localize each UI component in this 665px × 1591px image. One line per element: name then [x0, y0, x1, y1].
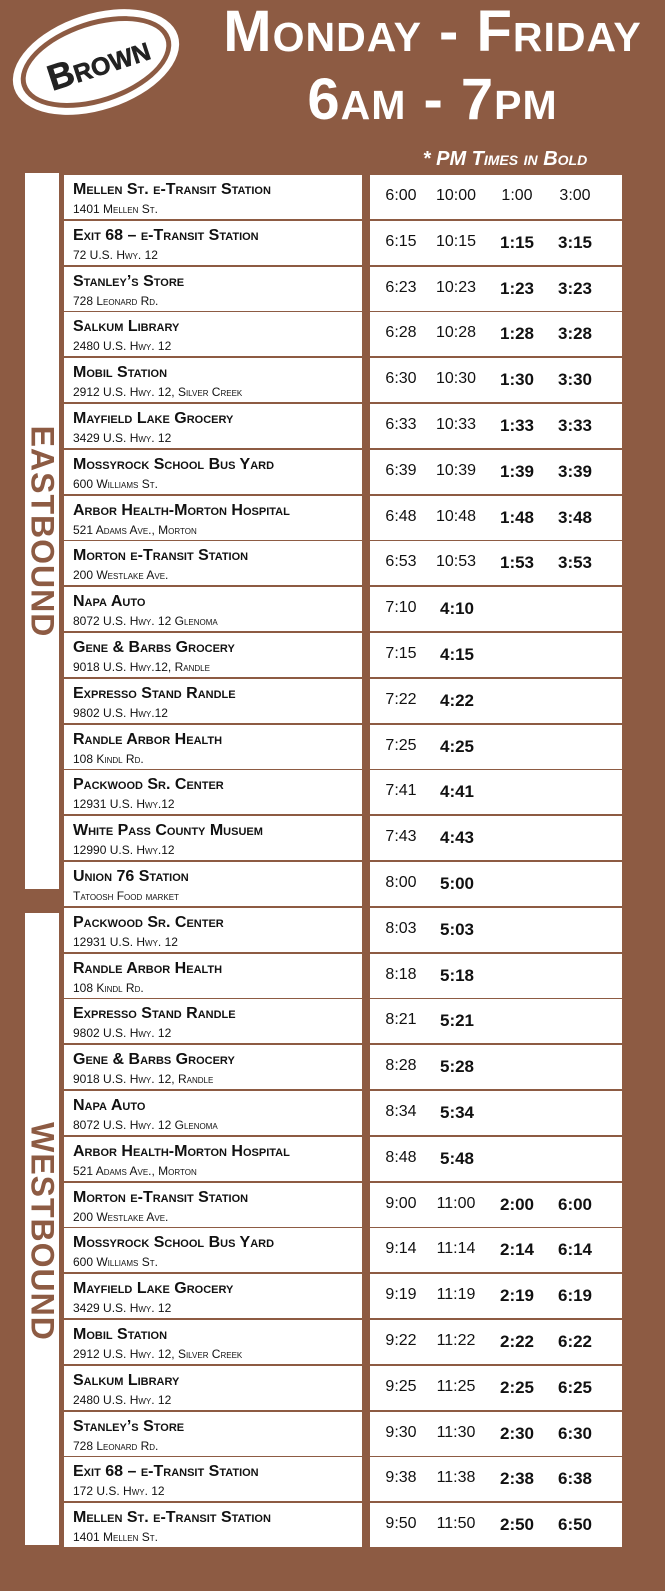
pm-time: 4:22	[439, 691, 475, 710]
stop-row	[64, 221, 362, 265]
pm-time: 4:10	[439, 599, 475, 618]
stop-row	[64, 1274, 362, 1318]
stop-row	[64, 587, 362, 631]
stop-row	[64, 908, 362, 952]
stop-address: 8072 U.S. Hwy. 12 Glenoma	[73, 614, 218, 628]
stop-address: 521 Adams Ave., Morton	[73, 1164, 197, 1178]
pm-time: 2:14	[499, 1240, 535, 1259]
departure-time: 10:48	[435, 508, 477, 525]
departure-time: 9:14	[385, 1240, 417, 1257]
pm-time: 6:22	[557, 1332, 593, 1351]
stop-row	[64, 404, 362, 448]
stop-name: Napa Auto	[73, 593, 146, 610]
departure-time: 10:23	[435, 279, 477, 296]
departure-time: 10:53	[435, 553, 477, 570]
pm-time: 4:15	[439, 645, 475, 664]
stop-address: 200 Westlake Ave.	[73, 1210, 169, 1224]
eastbound-bar	[25, 173, 59, 889]
pm-time: 2:25	[499, 1378, 535, 1397]
departure-time: 9:00	[385, 1195, 417, 1212]
pm-time: 1:23	[499, 279, 535, 298]
times-row	[370, 679, 622, 723]
departure-time: 11:30	[436, 1424, 476, 1441]
stop-name: Packwood Sr. Center	[73, 914, 224, 931]
departure-time: 10:15	[435, 233, 477, 250]
stop-row	[64, 770, 362, 814]
pm-time: 2:38	[499, 1469, 535, 1488]
departure-time: 6:48	[385, 508, 417, 525]
departure-time: 6:33	[385, 416, 417, 433]
stop-address: 728 Leonard Rd.	[73, 294, 159, 308]
departure-time: 8:00	[385, 874, 417, 891]
stop-address: 200 Westlake Ave.	[73, 568, 169, 582]
pm-time: 5:48	[439, 1149, 475, 1168]
departure-time: 6:28	[385, 324, 417, 341]
stop-row	[64, 999, 362, 1043]
departure-time: 10:33	[435, 416, 477, 433]
stop-name: Randle Arbor Health	[73, 731, 223, 748]
stop-address: 12931 U.S. Hwy. 12	[73, 935, 178, 949]
departure-time: 7:41	[385, 782, 417, 799]
stop-row	[64, 267, 362, 311]
times-row	[370, 1412, 622, 1456]
stop-address: 2912 U.S. Hwy. 12, Silver Creek	[73, 385, 243, 399]
times-row	[370, 1045, 622, 1089]
pm-time: 3:53	[557, 553, 593, 572]
stop-row	[64, 496, 362, 540]
departure-time: 11:38	[436, 1469, 476, 1486]
departure-time: 11:19	[436, 1286, 476, 1303]
pm-time: 6:14	[557, 1240, 593, 1259]
stop-name: Arbor Health-Morton Hospital	[73, 1143, 290, 1160]
pm-time: 6:38	[557, 1469, 593, 1488]
title-days: Monday - Friday	[223, 0, 642, 64]
pm-time: 6:25	[557, 1378, 593, 1397]
westbound-bar	[25, 913, 59, 1545]
pm-time: 3:15	[557, 233, 593, 252]
pm-time: 2:00	[499, 1195, 535, 1214]
stop-address: 8072 U.S. Hwy. 12 Glenoma	[73, 1118, 218, 1132]
pm-time: 3:39	[557, 462, 593, 481]
pm-time: 5:28	[439, 1057, 475, 1076]
stop-name: Mossyrock School Bus Yard	[73, 456, 275, 473]
departure-time: 10:39	[435, 462, 477, 479]
stop-name: Union 76 Station	[73, 868, 189, 885]
stop-address: 108 Kindl Rd.	[73, 981, 144, 995]
stop-address: 521 Adams Ave., Morton	[73, 523, 197, 537]
stop-row	[64, 312, 362, 356]
stop-row	[64, 1228, 362, 1272]
times-row	[370, 1457, 622, 1501]
departure-time: 6:39	[385, 462, 417, 479]
stop-row	[64, 175, 362, 219]
pm-time: 1:33	[499, 416, 535, 435]
stop-address: 72 U.S. Hwy. 12	[73, 248, 158, 262]
stop-address: 2912 U.S. Hwy. 12, Silver Creek	[73, 1347, 243, 1361]
stop-address: 2480 U.S. Hwy. 12	[73, 1393, 172, 1407]
pm-time: 3:23	[557, 279, 593, 298]
stop-address: 728 Leonard Rd.	[73, 1439, 159, 1453]
pm-time: 6:19	[557, 1286, 593, 1305]
departure-time: 9:22	[385, 1332, 417, 1349]
title-hours: 6am - 7pm	[307, 67, 558, 132]
westbound-label: WESTBOUND	[24, 1122, 61, 1341]
stop-row	[64, 633, 362, 677]
logo-text: Brown	[42, 27, 155, 99]
departure-time: 6:15	[385, 233, 417, 250]
times-row	[370, 1137, 622, 1181]
times-row	[370, 496, 622, 540]
stop-name: Mellen St. e-Transit Station	[73, 1509, 271, 1526]
stop-row	[64, 1045, 362, 1089]
departure-time: 9:25	[385, 1378, 417, 1395]
stop-name: Napa Auto	[73, 1097, 146, 1114]
pm-time: 1:30	[499, 370, 535, 389]
times-row	[370, 1503, 622, 1547]
departure-time: 11:22	[436, 1332, 476, 1349]
departure-time: 8:34	[385, 1103, 417, 1120]
times-row	[370, 1366, 622, 1410]
pm-time: 4:41	[439, 782, 475, 801]
departure-time: 8:21	[385, 1011, 417, 1028]
stop-row	[64, 862, 362, 906]
stop-address: 600 Williams St.	[73, 477, 158, 491]
stop-address: 9018 U.S. Hwy. 12, Randle	[73, 1072, 214, 1086]
pm-time: 4:25	[439, 737, 475, 756]
times-row	[370, 954, 622, 998]
stop-name: Mayfield Lake Grocery	[73, 1280, 234, 1297]
pm-time: 3:30	[557, 370, 593, 389]
stop-name: Stanley’s Store	[73, 273, 185, 290]
departure-time: 11:50	[436, 1515, 476, 1532]
pm-time: 4:43	[439, 828, 475, 847]
departure-time: 7:43	[385, 828, 417, 845]
brown-route-logo	[4, 6, 188, 116]
stop-row	[64, 1091, 362, 1135]
stop-row	[64, 1457, 362, 1501]
times-row	[370, 587, 622, 631]
departure-time: 11:25	[436, 1378, 476, 1395]
times-row	[370, 1274, 622, 1318]
pm-time: 1:53	[499, 553, 535, 572]
pm-time: 2:19	[499, 1286, 535, 1305]
times-row	[370, 1228, 622, 1272]
stop-address: 2480 U.S. Hwy. 12	[73, 339, 172, 353]
stop-row	[64, 816, 362, 860]
stop-address: 108 Kindl Rd.	[73, 752, 144, 766]
stop-address: 1401 Mellen St.	[73, 202, 158, 216]
stop-address: 172 U.S. Hwy. 12	[73, 1484, 165, 1498]
stop-row	[64, 1137, 362, 1181]
pm-time: 1:28	[499, 324, 535, 343]
stop-name: Randle Arbor Health	[73, 960, 223, 977]
stop-name: Stanley’s Store	[73, 1418, 185, 1435]
departure-time: 8:03	[385, 920, 417, 937]
times-row	[370, 312, 622, 356]
times-row	[370, 816, 622, 860]
departure-time: 7:25	[385, 737, 417, 754]
stop-row	[64, 450, 362, 494]
stop-name: Mossyrock School Bus Yard	[73, 1234, 275, 1251]
times-row	[370, 1091, 622, 1135]
stop-row	[64, 1412, 362, 1456]
stop-address: 9018 U.S. Hwy.12, Randle	[73, 660, 210, 674]
stop-address: 3429 U.S. Hwy. 12	[73, 1301, 172, 1315]
pm-times-note: * PM Times in Bold	[422, 148, 588, 170]
stop-row	[64, 1183, 362, 1227]
stop-row	[64, 1366, 362, 1410]
pm-time: 6:50	[557, 1515, 593, 1534]
departure-time: 10:28	[435, 324, 477, 341]
stop-name: Mayfield Lake Grocery	[73, 410, 234, 427]
times-row	[370, 770, 622, 814]
pm-time: 5:03	[439, 920, 475, 939]
stop-row	[64, 1320, 362, 1364]
departure-time: 10:00	[435, 187, 477, 204]
departure-time: 3:00	[559, 187, 591, 204]
stop-address: 1401 Mellen St.	[73, 1530, 158, 1544]
departure-time: 7:10	[385, 599, 417, 616]
pm-time: 5:00	[439, 874, 475, 893]
times-row	[370, 404, 622, 448]
pm-time: 5:34	[439, 1103, 475, 1122]
departure-time: 7:22	[385, 691, 417, 708]
stop-address: 9802 U.S. Hwy. 12	[73, 1026, 172, 1040]
pm-time: 3:33	[557, 416, 593, 435]
times-row	[370, 633, 622, 677]
pm-time: 6:00	[557, 1195, 593, 1214]
pm-time: 1:39	[499, 462, 535, 481]
times-row	[370, 221, 622, 265]
stop-address: Tatoosh Food market	[73, 889, 179, 903]
stop-address: 3429 U.S. Hwy. 12	[73, 431, 172, 445]
departure-time: 10:30	[435, 370, 477, 387]
times-row	[370, 1183, 622, 1227]
stop-address: 600 Williams St.	[73, 1255, 158, 1269]
departure-time: 7:15	[385, 645, 417, 662]
times-row	[370, 908, 622, 952]
departure-time: 9:30	[385, 1424, 417, 1441]
stop-row	[64, 358, 362, 402]
stop-name: Expresso Stand Randle	[73, 685, 236, 702]
departure-time: 8:18	[385, 966, 417, 983]
departure-time: 9:50	[385, 1515, 417, 1532]
pm-time: 5:21	[439, 1011, 475, 1030]
stop-address: 12931 U.S. Hwy.12	[73, 797, 175, 811]
times-row	[370, 725, 622, 769]
stop-name: Gene & Barbs Grocery	[73, 1051, 235, 1068]
times-row	[370, 267, 622, 311]
pm-time: 5:18	[439, 966, 475, 985]
departure-time: 11:14	[436, 1240, 476, 1257]
stop-name: Morton e-Transit Station	[73, 1189, 249, 1206]
stop-row	[64, 679, 362, 723]
stop-row	[64, 725, 362, 769]
pm-time: 3:48	[557, 508, 593, 527]
stop-name: Arbor Health-Morton Hospital	[73, 502, 290, 519]
stop-row	[64, 954, 362, 998]
pm-time: 3:28	[557, 324, 593, 343]
times-row	[370, 862, 622, 906]
times-row	[370, 358, 622, 402]
stop-name: Salkum Library	[73, 1372, 180, 1389]
times-row	[370, 999, 622, 1043]
departure-time: 6:00	[385, 187, 417, 204]
pm-time: 2:22	[499, 1332, 535, 1351]
departure-time: 1:00	[501, 187, 533, 204]
stop-address: 12990 U.S. Hwy.12	[73, 843, 175, 857]
stop-name: Morton e-Transit Station	[73, 547, 249, 564]
stop-name: Mobil Station	[73, 364, 168, 381]
departure-time: 9:38	[385, 1469, 417, 1486]
stop-name: Packwood Sr. Center	[73, 776, 224, 793]
stop-name: Exit 68 – e-Transit Station	[73, 1463, 259, 1480]
stop-name: Expresso Stand Randle	[73, 1005, 236, 1022]
departure-time: 6:53	[385, 553, 417, 570]
stop-row	[64, 541, 362, 585]
pm-time: 2:50	[499, 1515, 535, 1534]
stop-address: 9802 U.S. Hwy.12	[73, 706, 168, 720]
stop-name: Mobil Station	[73, 1326, 168, 1343]
pm-time: 1:48	[499, 508, 535, 527]
times-row	[370, 175, 622, 219]
departure-time: 6:30	[385, 370, 417, 387]
stop-name: Gene & Barbs Grocery	[73, 639, 235, 656]
times-row	[370, 541, 622, 585]
stop-name: White Pass County Musuem	[73, 822, 263, 839]
departure-time: 8:48	[385, 1149, 417, 1166]
departure-time: 6:23	[385, 279, 417, 296]
stop-row	[64, 1503, 362, 1547]
departure-time: 11:00	[436, 1195, 476, 1212]
times-row	[370, 450, 622, 494]
stop-name: Exit 68 – e-Transit Station	[73, 227, 259, 244]
pm-time: 2:30	[499, 1424, 535, 1443]
departure-time: 8:28	[385, 1057, 417, 1074]
pm-time: 6:30	[557, 1424, 593, 1443]
departure-time: 9:19	[385, 1286, 417, 1303]
eastbound-label: EASTBOUND	[24, 425, 61, 638]
stop-name: Salkum Library	[73, 318, 180, 335]
times-row	[370, 1320, 622, 1364]
stop-name: Mellen St. e-Transit Station	[73, 181, 271, 198]
pm-time: 1:15	[499, 233, 535, 252]
